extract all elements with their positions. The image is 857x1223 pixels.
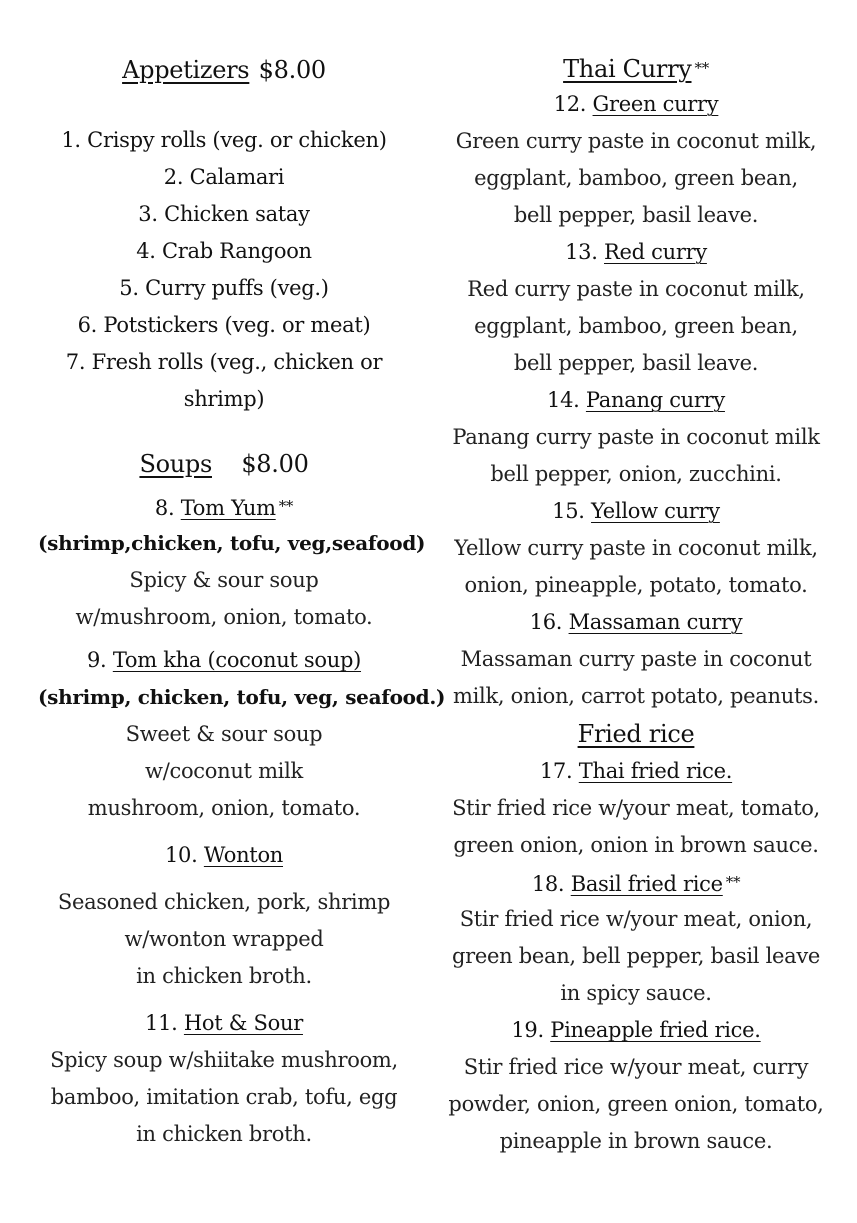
item-description: bell pepper, basil leave.: [513, 203, 759, 227]
curry-item-yellow: [448, 493, 824, 604]
item-name: Wonton: [203, 843, 284, 867]
curry-item-green: [448, 86, 824, 234]
item-title: [38, 837, 410, 874]
item-number: 10.: [164, 843, 198, 867]
item-title: [448, 753, 824, 790]
item-name: Tom kha (coconut soup): [112, 648, 362, 672]
item-title: [448, 86, 824, 123]
appetizer-item: 6. Potstickers (veg. or meat): [77, 313, 371, 337]
item-description: Green curry paste in coconut milk,: [455, 129, 817, 153]
item-title: [38, 488, 410, 525]
appetizer-item-continued: shrimp): [183, 387, 265, 411]
item-description: Panang curry paste in coconut milk: [452, 425, 820, 449]
item-title: [448, 234, 824, 271]
item-description: Seasoned chicken, pork, shrimp: [57, 890, 391, 914]
appetizer-item: 2. Calamari: [163, 165, 285, 189]
soups-heading: [38, 446, 410, 482]
item-description: pineapple in brown sauce.: [499, 1129, 773, 1153]
spicy-marker: **: [278, 497, 294, 515]
item-options: (shrimp,chicken, tofu, veg,seafood): [38, 531, 426, 555]
fried-rice-title: Fried rice: [577, 720, 695, 748]
item-name: Hot & Sour: [183, 1011, 303, 1035]
soups-section: [38, 446, 446, 1153]
appetizer-item: 4. Crab Rangoon: [136, 239, 312, 263]
item-description: Stir fried rice w/your meat, tomato,: [452, 796, 820, 820]
item-description: Spicy & sour soup: [129, 568, 319, 592]
appetizer-item: 5. Curry puffs (veg.): [119, 276, 329, 300]
item-description: Stir fried rice w/your meat, curry: [463, 1055, 809, 1079]
item-description: Stir fried rice w/your meat, onion,: [459, 907, 813, 931]
item-title: [448, 604, 824, 641]
item-description: w/mushroom, onion, tomato.: [75, 605, 373, 629]
soup-item-wonton: [38, 837, 410, 995]
soups-title: Soups: [139, 450, 212, 478]
item-description: in chicken broth.: [136, 964, 312, 988]
item-name: Green curry: [592, 92, 719, 116]
item-number: 17.: [539, 759, 573, 783]
item-title: [38, 642, 410, 679]
item-description: mushroom, onion, tomato.: [87, 796, 361, 820]
item-title: [448, 382, 824, 419]
item-number: 14.: [547, 388, 580, 412]
fried-rice-heading: [448, 715, 824, 753]
item-title: [448, 1012, 824, 1049]
appetizer-item: 3. Chicken satay: [138, 202, 310, 226]
item-description: eggplant, bamboo, green bean,: [474, 314, 798, 338]
item-description: bamboo, imitation crab, tofu, egg: [50, 1085, 398, 1109]
curry-item-red: [448, 234, 824, 382]
item-number: 19.: [511, 1018, 544, 1042]
curry-item-panang: [448, 382, 824, 493]
item-description: Yellow curry paste in coconut milk,: [454, 536, 818, 560]
item-description: in spicy sauce.: [560, 981, 712, 1005]
item-name: Yellow curry: [591, 499, 720, 523]
item-description: w/coconut milk: [145, 759, 303, 783]
item-name: Basil fried rice: [570, 872, 723, 896]
item-description: bell pepper, basil leave.: [513, 351, 759, 375]
item-description: eggplant, bamboo, green bean,: [474, 166, 798, 190]
item-description: green onion, onion in brown sauce.: [453, 833, 819, 857]
soups-price: $8.00: [241, 450, 309, 478]
appetizer-item: 7. Fresh rolls (veg., chicken or: [65, 350, 383, 374]
soup-item-hot-and-sour: [38, 1005, 410, 1153]
item-number: 8.: [154, 496, 175, 520]
item-name: Pineapple fried rice.: [550, 1018, 761, 1042]
item-number: 18.: [531, 872, 565, 896]
appetizers-section: [38, 52, 410, 418]
item-title: [38, 1005, 410, 1042]
soup-item-tom-yum: [38, 488, 426, 636]
item-description: onion, pineapple, potato, tomato.: [464, 573, 808, 597]
item-name: Tom Yum: [180, 496, 276, 520]
thai-curry-section: [448, 50, 824, 715]
item-description: w/wonton wrapped: [124, 927, 324, 951]
item-name: Massaman curry: [568, 610, 743, 634]
item-number: 9.: [86, 648, 107, 672]
item-number: 12.: [553, 92, 587, 116]
item-options: (shrimp, chicken, tofu, veg, seafood.): [38, 685, 446, 709]
curry-item-massaman: [448, 604, 824, 715]
item-description: bell pepper, onion, zucchini.: [490, 462, 782, 486]
item-title: [448, 864, 824, 901]
thai-curry-heading: [448, 50, 824, 86]
item-description: Sweet & sour soup: [125, 722, 323, 746]
item-description: Red curry paste in coconut milk,: [467, 277, 805, 301]
appetizer-item: 1. Crispy rolls (veg. or chicken): [61, 128, 387, 152]
item-name: Red curry: [604, 240, 707, 264]
menu-left-column: [38, 52, 446, 1153]
appetizers-title: Appetizers: [122, 56, 250, 84]
soup-item-tom-kha: [38, 642, 446, 827]
item-title: [448, 493, 824, 530]
rice-item-pineapple: [448, 1012, 824, 1160]
item-description: milk, onion, carrot potato, peanuts.: [453, 684, 819, 708]
rice-item-basil: [448, 864, 824, 1012]
item-description: Massaman curry paste in coconut: [460, 647, 812, 671]
appetizers-price: $8.00: [258, 56, 326, 84]
item-name: Thai fried rice.: [578, 759, 733, 783]
item-number: 15.: [552, 499, 585, 523]
menu-right-column: [448, 50, 824, 1160]
spicy-marker: **: [694, 59, 709, 77]
item-description: Spicy soup w/shiitake mushroom,: [50, 1048, 398, 1072]
item-name: Panang curry: [585, 388, 725, 412]
thai-curry-title: Thai Curry: [563, 55, 692, 83]
item-description: green bean, bell pepper, basil leave: [451, 944, 821, 968]
rice-item-thai: [448, 753, 824, 864]
appetizers-heading: [38, 52, 410, 88]
item-number: 13.: [565, 240, 598, 264]
item-number: 16.: [529, 610, 563, 634]
item-description: powder, onion, green onion, tomato,: [448, 1092, 824, 1116]
fried-rice-section: [448, 715, 824, 1160]
spicy-marker: **: [725, 873, 741, 891]
item-description: in chicken broth.: [136, 1122, 312, 1146]
item-number: 11.: [145, 1011, 178, 1035]
